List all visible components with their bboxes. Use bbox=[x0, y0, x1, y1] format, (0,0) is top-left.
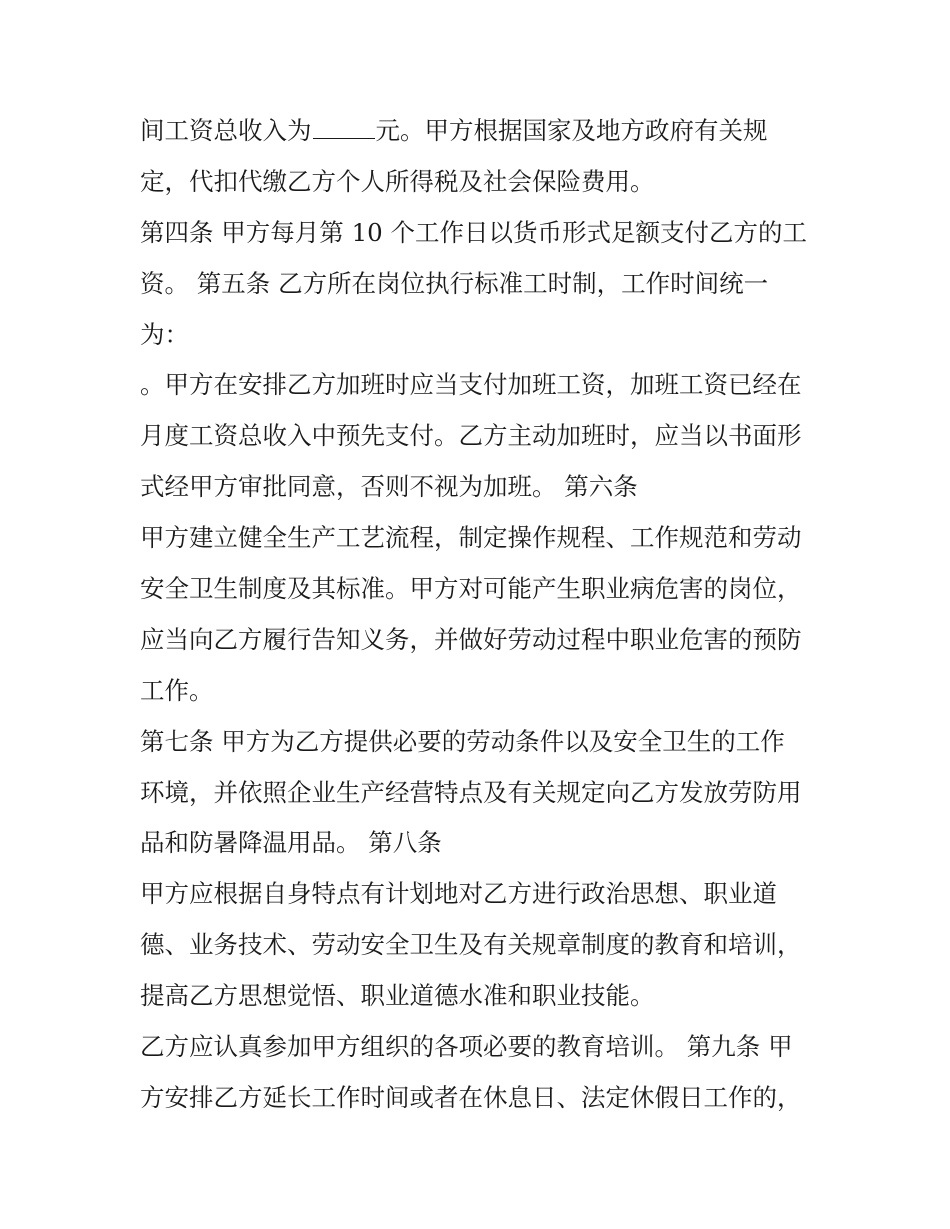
fill-in-blank bbox=[313, 110, 375, 139]
text-line: 方安排乙方延长工作时间或者在休息日、法定休假日工作的， bbox=[140, 1082, 802, 1112]
text-line: 式经甲方审批同意，否则不视为加班。 第六条 bbox=[140, 472, 638, 502]
text-line: 第七条 甲方为乙方提供必要的劳动条件以及安全卫生的工作 bbox=[140, 726, 785, 756]
text-line bbox=[140, 106, 830, 157]
text-segment: 间工资总收入为 bbox=[140, 116, 312, 145]
text-line: 工作。 bbox=[140, 675, 214, 705]
text-line: 甲方应根据自身特点有计划地对乙方进行政治思想、职业道 bbox=[140, 879, 777, 909]
document-body bbox=[140, 106, 830, 1124]
text-line: 甲方建立健全生产工艺流程，制定操作规程、工作规范和劳动 bbox=[140, 523, 802, 553]
text-line: 安全卫生制度及其标准。甲方对可能产生职业病危害的岗位， bbox=[140, 574, 802, 604]
text-line: 提高乙方思想觉悟、职业道德水准和职业技能。 bbox=[140, 981, 655, 1011]
text-line: 第四条 甲方每月第 10 个工作日以货币形式足额支付乙方的工 bbox=[140, 217, 808, 247]
text-segment: 元。甲方根据国家及地方政府有关规 bbox=[375, 116, 768, 145]
text-line: 环境，并依照企业生产经营特点及有关规定向乙方发放劳防用 bbox=[140, 777, 802, 807]
text-line: 德、业务技术、劳动安全卫生及有关规章制度的教育和培训， bbox=[140, 930, 802, 960]
text-line: 月度工资总收入中预先支付。乙方主动加班时，应当以书面形 bbox=[140, 421, 802, 451]
text-line: 资。 第五条 乙方所在岗位执行标准工时制，工作时间统一 bbox=[140, 268, 769, 298]
text-line: 为： bbox=[140, 319, 189, 349]
text-line: 应当向乙方履行告知义务，并做好劳动过程中职业危害的预防 bbox=[140, 624, 802, 654]
text-line: 乙方应认真参加甲方组织的各项必要的教育培训。 第九条 甲 bbox=[140, 1032, 793, 1062]
text-line: 定，代扣代缴乙方个人所得税及社会保险费用。 bbox=[140, 166, 655, 196]
text-line: 。甲方在安排乙方加班时应当支付加班工资，加班工资已经在 bbox=[140, 370, 802, 400]
text-line: 品和防暑降温用品。 第八条 bbox=[140, 828, 442, 858]
